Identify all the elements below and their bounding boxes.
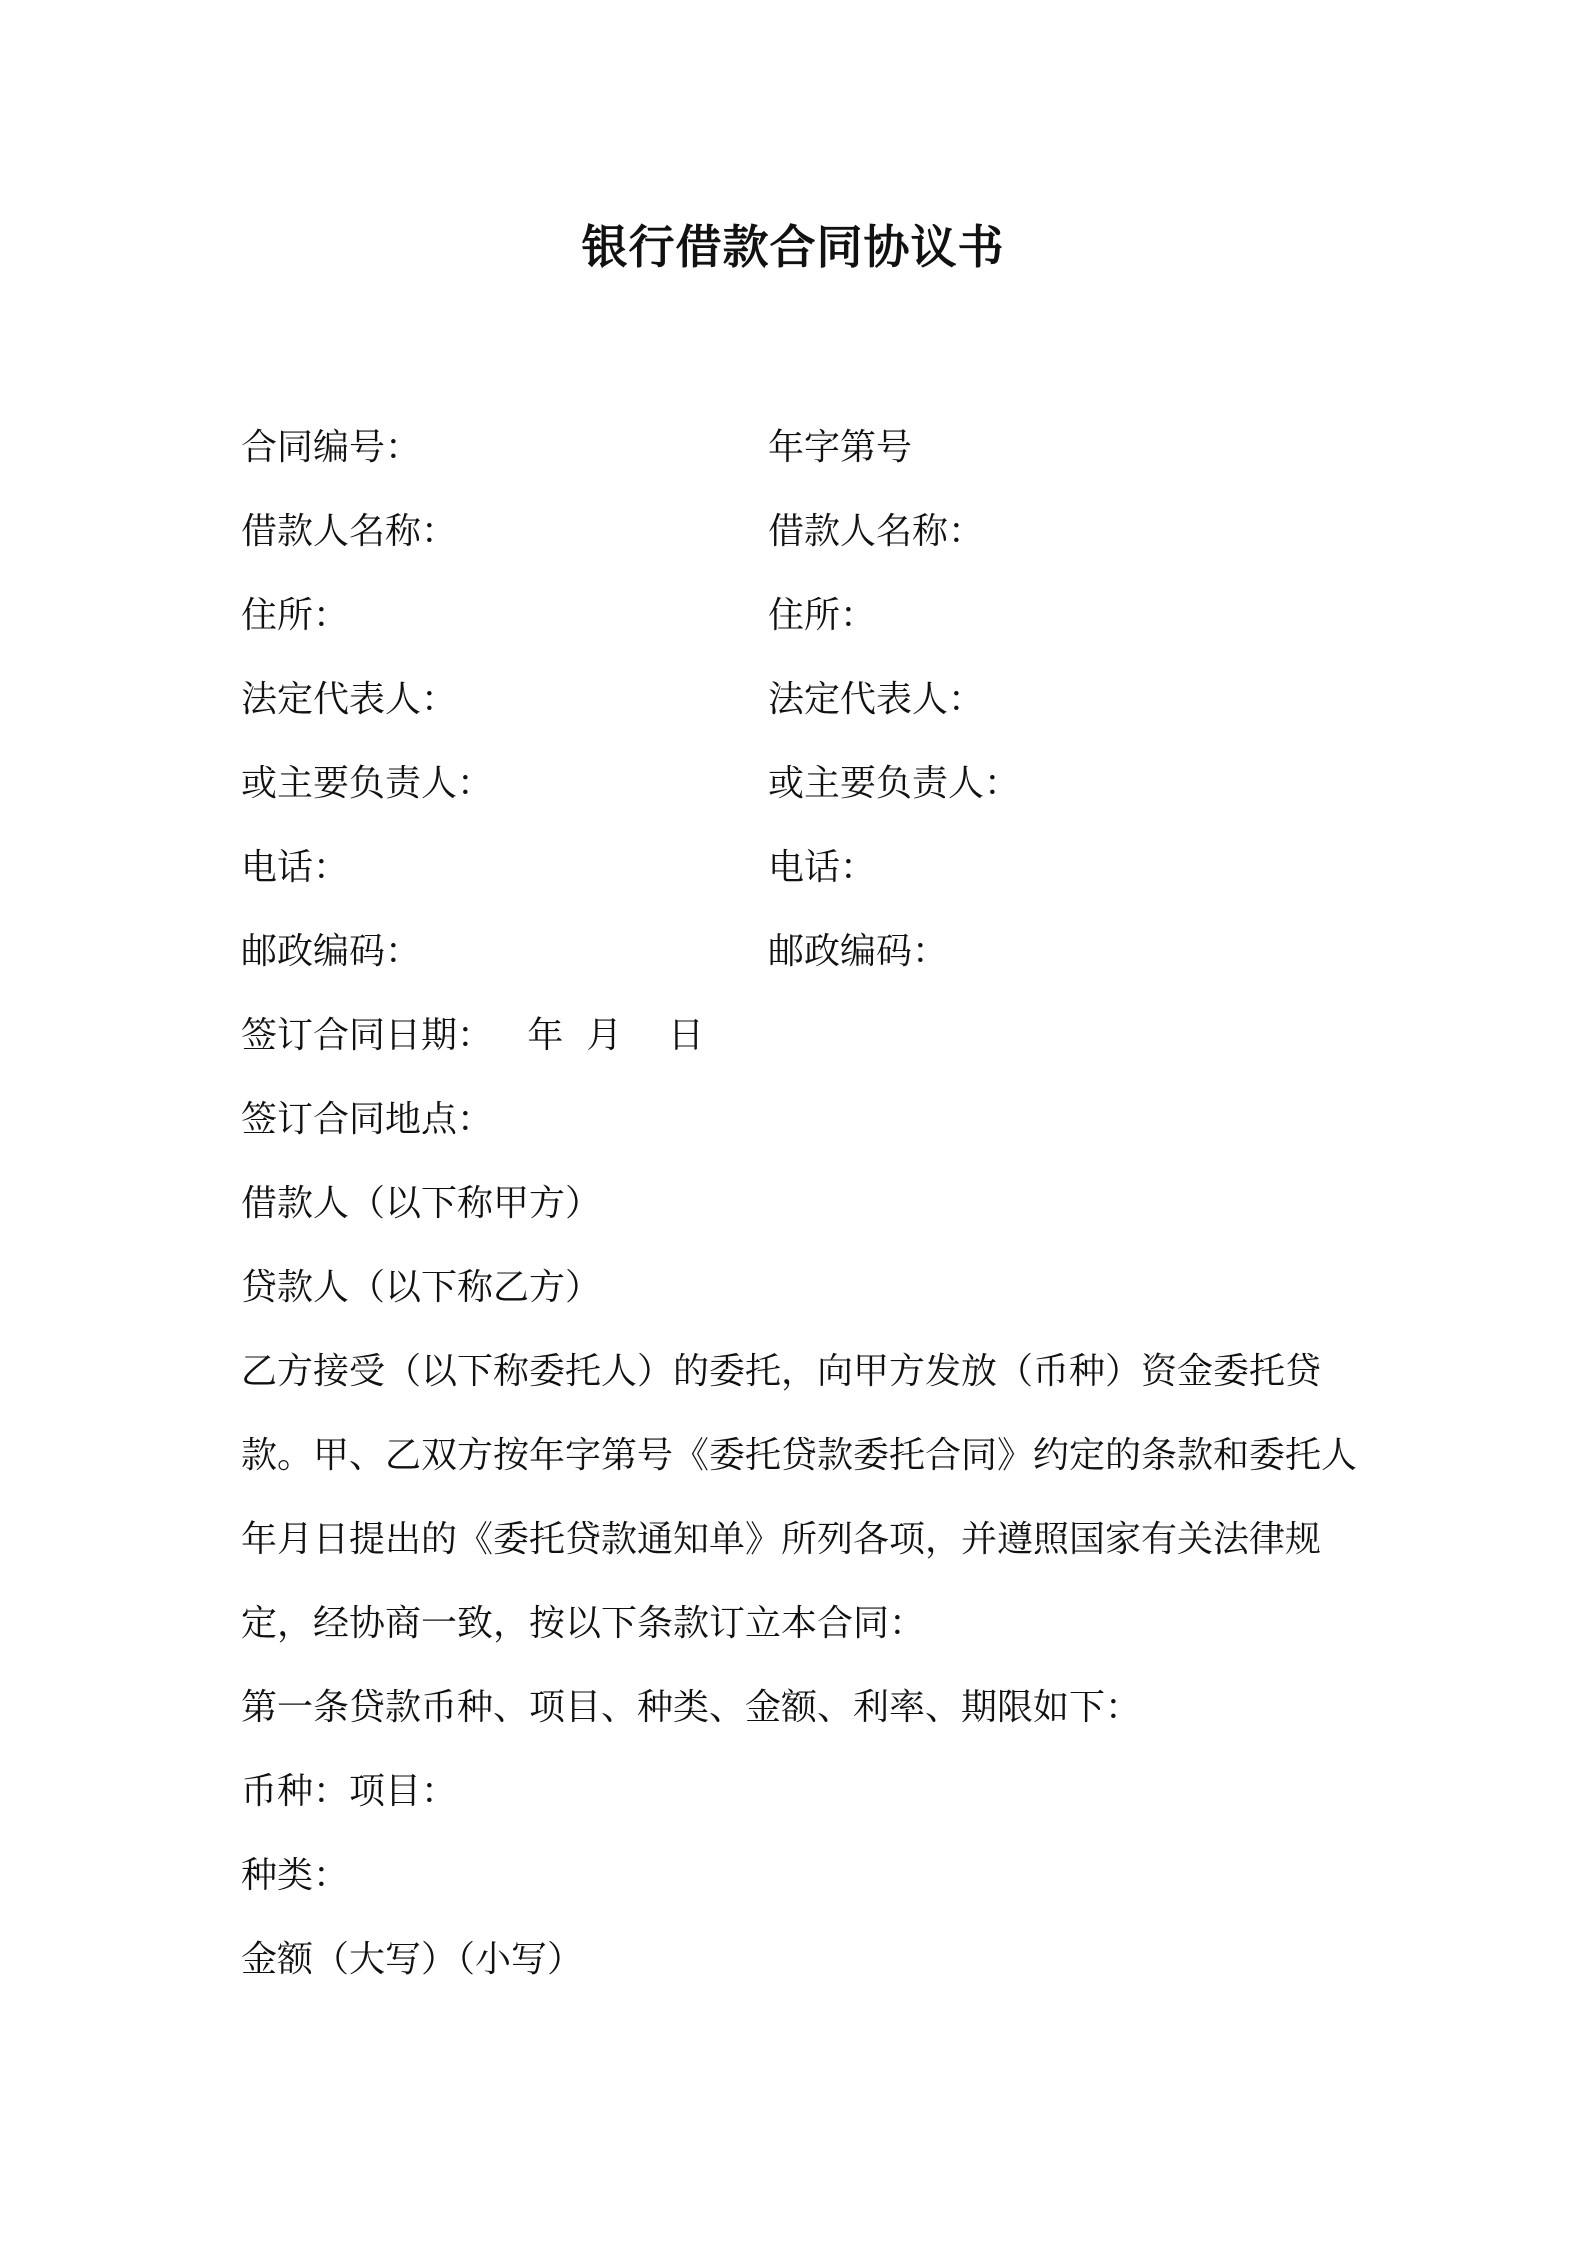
legal-rep-row <box>241 658 1361 742</box>
lender-party-text: 贷款人（以下称乙方） <box>241 1267 602 1308</box>
borrower-name-row <box>241 490 1361 574</box>
address-row <box>241 574 1361 658</box>
lender-party <box>241 1246 1361 1330</box>
phone-label-left: 电话： <box>241 847 350 888</box>
postal-code-label-left: 邮政编码： <box>241 931 422 972</box>
contract-number-value: 年字第号 <box>768 427 913 468</box>
phone-row <box>241 826 1361 910</box>
borrower-party-text: 借款人（以下称甲方） <box>241 1183 602 1224</box>
currency-item <box>241 1750 1361 1834</box>
principal-label-left: 或主要负责人： <box>241 763 494 804</box>
sign-place <box>241 1078 1361 1162</box>
loan-category-text: 种类： <box>241 1855 350 1896</box>
borrower-name-label-right: 借款人名称： <box>768 511 985 552</box>
currency-item-text: 币种：项目： <box>241 1771 458 1812</box>
principal-row <box>241 742 1361 826</box>
loan-category <box>241 1834 1361 1918</box>
address-label-right: 住所： <box>768 595 877 636</box>
document-body <box>241 406 1361 2002</box>
sign-place-text: 签订合同地点： <box>241 1099 494 1140</box>
borrower-party <box>241 1162 1361 1246</box>
contract-number-row <box>241 406 1361 490</box>
sign-date-text: 签订合同日期： 年 月 日 <box>241 1015 704 1056</box>
loan-amount-text: 金额（大写）（小写） <box>241 1939 584 1980</box>
address-label-left: 住所： <box>241 595 350 636</box>
loan-amount <box>241 1918 1361 2002</box>
sign-date <box>241 994 1361 1078</box>
principal-label-right: 或主要负责人： <box>768 763 1021 804</box>
legal-rep-label-right: 法定代表人： <box>768 679 985 720</box>
postal-code-label-right: 邮政编码： <box>768 931 949 972</box>
borrower-name-label-left: 借款人名称： <box>241 511 458 552</box>
preamble-paragraph: 乙方接受（以下称委托人）的委托，向甲方发放（币种）资金委托贷款。甲、乙双方按年字第号《委托贷款委托合同》约定的条款和委托人年月日提出的《委托贷款通知单》所列各项，并遵照国家有关法律规定，经协商一致，按以下条款订立本合同： <box>241 1351 1358 1644</box>
article-1 <box>241 1666 1361 1750</box>
article-1-text: 第一条贷款币种、项目、种类、金额、利率、期限如下： <box>241 1687 1142 1728</box>
postal-code-row <box>241 910 1361 994</box>
contract-number-label: 合同编号： <box>241 427 422 468</box>
phone-label-right: 电话： <box>768 847 877 888</box>
legal-rep-label-left: 法定代表人： <box>241 679 458 720</box>
document-title: 银行借款合同协议书 <box>581 220 1005 274</box>
